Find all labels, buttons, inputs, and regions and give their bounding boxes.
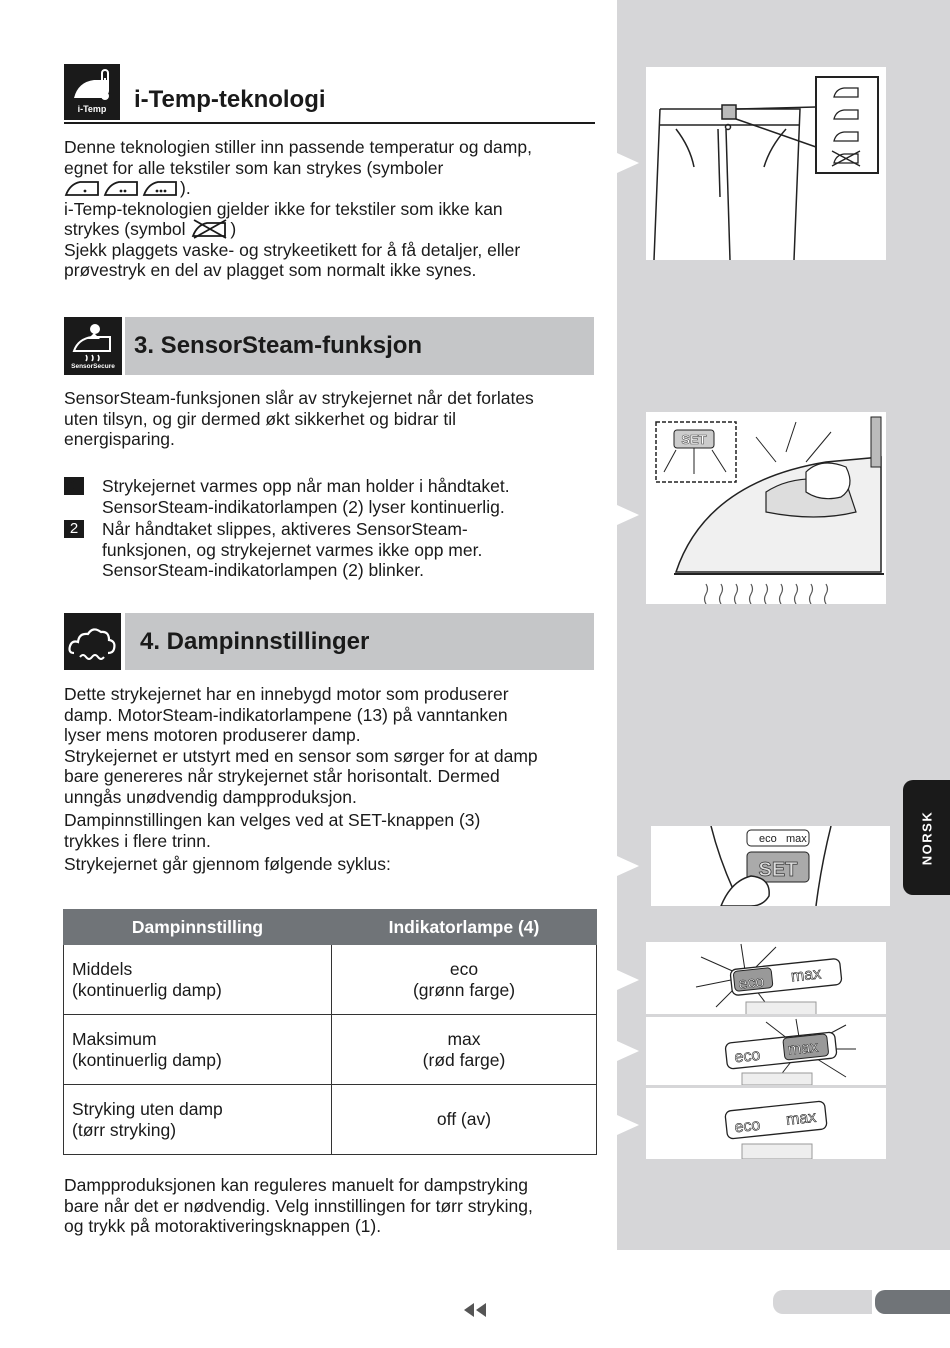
table-cell bbox=[64, 1015, 332, 1085]
max-label: max bbox=[787, 1038, 819, 1059]
itemp-text bbox=[64, 137, 599, 281]
text-line: energisparing. bbox=[64, 429, 175, 449]
max-label: max bbox=[785, 1108, 818, 1129]
page-tab-light bbox=[773, 1290, 872, 1314]
text-line: uten tilsyn, og gir dermed økt sikkerhet og bidrar til bbox=[64, 408, 456, 429]
cell-line: (tørr stryking) bbox=[72, 1119, 177, 1140]
eco-label: eco bbox=[737, 973, 766, 993]
text-line: Når håndtaket slippes, aktiveres SensorSteam- bbox=[102, 519, 468, 539]
cell-line: (kontinuerlig damp) bbox=[72, 979, 222, 1000]
max-label: max bbox=[790, 965, 822, 986]
sensor-secure-icon bbox=[64, 317, 122, 375]
table-cell bbox=[332, 945, 597, 1015]
itemp-rule bbox=[64, 122, 595, 124]
text-line bbox=[64, 219, 599, 240]
cell-line: off (av) bbox=[436, 1109, 492, 1130]
table-header: Indikatorlampe (4) bbox=[332, 910, 597, 945]
step-2-text bbox=[102, 519, 582, 581]
text-line: bare genereres når strykejernet står horisontalt. Dermed bbox=[64, 766, 500, 786]
eco-label: eco bbox=[733, 1116, 762, 1137]
cell-line: Middels bbox=[72, 959, 133, 979]
text-line: SensorSteam-indikatorlampen (2) blinker. bbox=[102, 560, 424, 580]
cell-line: Stryking uten damp bbox=[72, 1099, 223, 1119]
iron-symbols-icon bbox=[64, 178, 180, 198]
figure-off bbox=[646, 1088, 886, 1159]
set-button-text: SET bbox=[758, 859, 798, 881]
sensorsteam-title: 3. SensorSteam-funksjon bbox=[134, 332, 423, 359]
itemp-icon bbox=[64, 64, 120, 120]
figure-set-button bbox=[651, 826, 890, 906]
text-line: bare når det er nødvendig. Velg innstillingen for tørr stryking, bbox=[64, 1195, 533, 1216]
text-inline: ) bbox=[230, 219, 237, 239]
text-line: SensorSteam-funksjonen slår av strykejernet når det forlates bbox=[64, 388, 534, 408]
step-1-text bbox=[102, 476, 582, 517]
pointer-arrow bbox=[617, 1115, 639, 1135]
step-number-2: 2 bbox=[64, 520, 84, 538]
set-lamp-text: SET bbox=[681, 432, 707, 447]
text-line: Sjekk plaggets vaske- og strykeetikett for å få detaljer, eller bbox=[64, 239, 521, 260]
cell-line: (rød farge) bbox=[422, 1049, 506, 1070]
text-line: Denne teknologien stiller inn passende temperatur og damp, bbox=[64, 137, 532, 157]
text-line: trykkes i flere trinn. bbox=[64, 830, 211, 851]
text-inline: strykes (symbol bbox=[64, 219, 186, 239]
language-tab bbox=[903, 780, 950, 895]
no-iron-icon bbox=[190, 219, 230, 239]
previous-page-icon[interactable] bbox=[462, 1303, 488, 1322]
eco-label: eco bbox=[733, 1046, 762, 1067]
text-line: Strykejernet varmes opp når man holder i håndtaket. bbox=[102, 476, 510, 496]
damp-title: 4. Dampinnstillinger bbox=[140, 628, 370, 655]
text-inline: ). bbox=[180, 178, 191, 198]
pointer-arrow bbox=[617, 1041, 639, 1061]
figure-eco-lit bbox=[646, 942, 886, 1014]
table-cell bbox=[64, 1085, 332, 1155]
table-cell bbox=[332, 1085, 597, 1155]
max-label: max bbox=[786, 833, 807, 845]
table-header: Dampinnstilling bbox=[64, 910, 332, 945]
table-cell bbox=[332, 1015, 597, 1085]
text-line: Strykejernet er utstyrt med en sensor som sørger for at damp bbox=[64, 745, 538, 766]
sensorsteam-intro bbox=[64, 388, 599, 450]
text-line: i-Temp-teknologien gjelder ikke for tekstiler som ikke kan bbox=[64, 198, 503, 219]
eco-label: eco bbox=[759, 833, 777, 845]
text-line: Dampproduksjonen kan reguleres manuelt for dampstryking bbox=[64, 1175, 528, 1195]
text-line: damp. MotorSteam-indikatorlampene (13) på vanntanken bbox=[64, 704, 508, 725]
figure-garment-label bbox=[646, 67, 886, 260]
figure-max-lit bbox=[646, 1017, 886, 1085]
text-line: Strykejernet går gjennom følgende syklus: bbox=[64, 854, 391, 874]
table-header-row bbox=[64, 910, 597, 945]
text-line bbox=[64, 178, 599, 199]
figure-sensor-iron bbox=[646, 412, 886, 604]
itemp-title: i-Temp-teknologi bbox=[134, 86, 326, 113]
steam-settings-table bbox=[63, 909, 597, 1155]
cell-line: (grønn farge) bbox=[412, 979, 516, 1000]
pointer-arrow bbox=[617, 153, 639, 173]
step-number-1: 1 bbox=[64, 477, 84, 495]
text-line: funksjonen, og strykejernet varmes ikke opp mer. bbox=[102, 539, 483, 560]
text-line: unngås unødvendig dampproduksjon. bbox=[64, 786, 357, 807]
page-tab-dark bbox=[875, 1290, 950, 1314]
pointer-arrow bbox=[617, 970, 639, 990]
table-row bbox=[64, 945, 597, 1015]
cell-line: (kontinuerlig damp) bbox=[72, 1049, 222, 1070]
itemp-icon-label: i-Temp bbox=[77, 104, 107, 114]
text-line: og trykk på motoraktiveringsknappen (1). bbox=[64, 1216, 382, 1236]
table-row bbox=[64, 1085, 597, 1155]
text-line: Dette strykejernet har en innebygd motor som produserer bbox=[64, 684, 509, 704]
text-line: prøvestryk en del av plagget som normalt ikke synes. bbox=[64, 260, 477, 280]
steam-cloud-icon bbox=[64, 613, 121, 670]
text-line: SensorSteam-indikatorlampen (2) lyser kontinuerlig. bbox=[102, 496, 505, 517]
cell-line: max bbox=[447, 1029, 481, 1049]
damp-footer-text bbox=[64, 1175, 599, 1237]
table-cell bbox=[64, 945, 332, 1015]
pointer-arrow bbox=[617, 856, 639, 876]
sensor-secure-label: SensorSecure bbox=[71, 363, 115, 370]
language-tab-label: NORSK bbox=[919, 810, 934, 865]
cell-line: Maksimum bbox=[72, 1029, 157, 1049]
text-line: Dampinnstillingen kan velges ved at SET-knappen (3) bbox=[64, 810, 481, 830]
text-line: lyser mens motoren produserer damp. bbox=[64, 725, 361, 745]
damp-text bbox=[64, 684, 604, 875]
pointer-arrow bbox=[617, 505, 639, 525]
text-line: egnet for alle tekstiler som kan strykes (symboler bbox=[64, 157, 444, 178]
cell-line: eco bbox=[449, 959, 479, 979]
table-row bbox=[64, 1015, 597, 1085]
